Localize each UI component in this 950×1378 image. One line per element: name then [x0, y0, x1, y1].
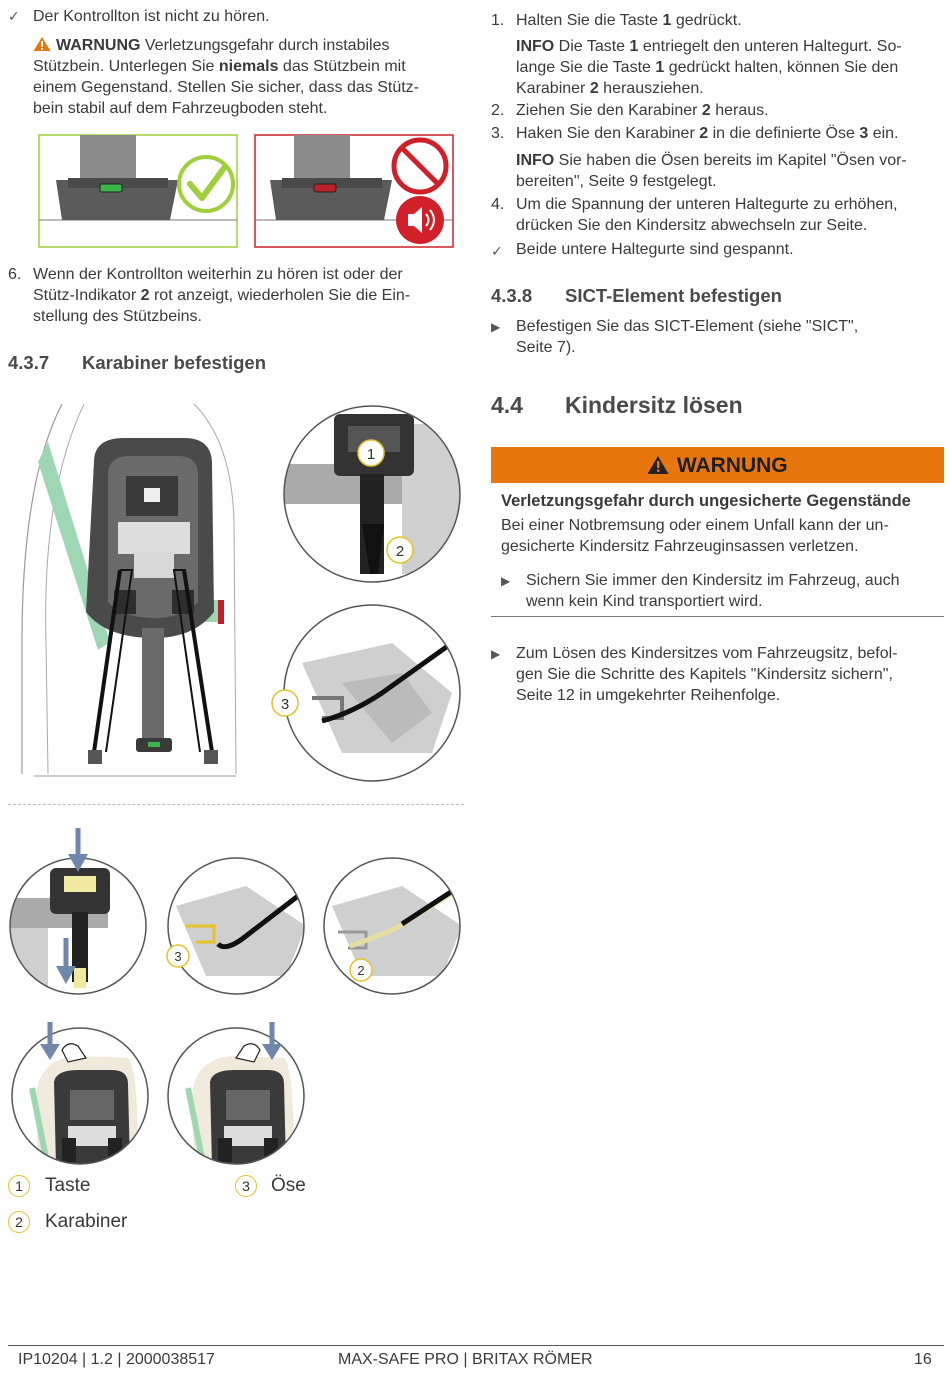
- callout-3: 3: [280, 696, 290, 713]
- legend-label-karabiner: Karabiner: [45, 1211, 128, 1232]
- release-step: ▶ Zum Lösen des Kindersitzes vom Fahrzeugsitz, befol- gen Sie die Schritte des Kapitels "Kindersitz sichern", Seite 12 in umgekehrter Reihenfolge.: [491, 645, 898, 704]
- callout-1: 1: [366, 446, 376, 463]
- warning-triangle-icon: [33, 36, 51, 52]
- seat-push-left-figure: [8, 1018, 154, 1168]
- triangle-bullet-icon: ▶: [501, 574, 511, 588]
- step-6: 6. Wenn der Kontrollton weiterhin zu hören ist oder der Stütz-Indikator 2 rot anzeigt, wiederholen Sie die Ein- stellung des Stützbeins.: [8, 266, 411, 325]
- section-heading-4-3-8: 4.3.8 SICT-Element befestigen: [491, 285, 782, 306]
- warning-triangle-icon: [647, 455, 669, 475]
- step-4: 4. Um die Spannung der unteren Haltegurte zu erhöhen, drücken Sie den Kindersitz abwechseln zur Seite.: [491, 196, 898, 234]
- anchor-detail-figure: [282, 603, 462, 783]
- sound-icon: [396, 196, 444, 244]
- legend-num-3: 3: [235, 1175, 257, 1197]
- callout-2: 2: [395, 543, 405, 560]
- child-seat-isofix-figure: [14, 402, 244, 782]
- step-2: 2. Ziehen Sie den Karabiner 2 heraus.: [491, 102, 769, 119]
- section-heading-4-4: 4.4 Kindersitz lösen: [491, 392, 743, 418]
- unhook-figure-1: [166, 856, 308, 998]
- support-leg-wrong-figure: [254, 134, 454, 248]
- dashed-divider: [8, 804, 464, 805]
- check-item-no-tone: ✓ Der Kontrollton ist nicht zu hören.: [8, 8, 270, 25]
- footer-product: MAX-SAFE PRO | BRITAX RÖMER: [338, 1351, 593, 1368]
- prohibition-icon: [394, 140, 446, 192]
- warning-box-bullet: ▶ Sichern Sie immer den Kindersitz im Fahrzeug, auch wenn kein Kind transportiert wird.: [501, 572, 900, 610]
- triangle-bullet-icon: ▶: [491, 320, 501, 334]
- legend-label-oese: Öse: [271, 1175, 306, 1196]
- triangle-bullet-icon: ▶: [491, 647, 501, 661]
- legend-num-2: 2: [8, 1211, 30, 1233]
- unhook-figure-2: [320, 856, 462, 998]
- release-button-figure: [8, 828, 150, 998]
- legend-label-taste: Taste: [45, 1175, 91, 1196]
- footer-page-number: 16: [914, 1351, 932, 1368]
- info-taste: INFO Die Taste 1 entriegelt den unteren Haltegurt. So- lange Sie die Taste 1 gedrückt halten, können Sie den Karabiner 2 herausziehen.: [516, 38, 902, 97]
- check-item-tensioned: ✓ Beide untere Haltegurte sind gespannt.: [491, 239, 941, 260]
- warning-box-body: Verletzungsgefahr durch ungesicherte Gegenstände Bei einer Notbremsung oder einem Unfall kann der un- gesicherte Kindersitz Fahrzeuginsassen verletzen.: [501, 492, 911, 555]
- seat-push-right-figure: [164, 1018, 310, 1168]
- button-detail-figure: [282, 404, 462, 584]
- callout-2: 2: [357, 963, 365, 978]
- step-3: 3. Haken Sie den Karabiner 2 in die definierte Öse 3 ein.: [491, 125, 899, 142]
- step-1: 1. Halten Sie die Taste 1 gedrückt.: [491, 12, 742, 29]
- footer-doc-id: IP10204 | 1.2 | 2000038517: [18, 1351, 215, 1368]
- section-heading-4-3-7: 4.3.7 Karabiner befestigen: [8, 352, 267, 373]
- info-oesen: INFO Sie haben die Ösen bereits im Kapitel "Ösen vor- bereiten", Seite 9 festgelegt.: [516, 152, 907, 190]
- support-leg-ok-figure: [38, 134, 238, 248]
- footer-rule: [8, 1345, 944, 1346]
- warning-box-header: WARNUNG: [491, 447, 944, 483]
- sict-step: ▶ Befestigen Sie das SICT-Element (siehe "SICT", Seite 7).: [491, 318, 859, 356]
- legend-num-1: 1: [8, 1175, 30, 1197]
- check-icon: ✓: [491, 243, 503, 259]
- warning-box-bottom-rule: [491, 616, 944, 617]
- warning-stuetzbein: WARNUNG Verletzungsgefahr durch instabiles Stützbein. Unterlegen Sie niemals das Stützbein mit einem Gegenstand. Stellen Sie sicher, dass das Stütz- bein stabil auf dem Fahrzeugboden steht.: [33, 37, 419, 117]
- callout-3: 3: [174, 949, 182, 964]
- check-icon: ✓: [8, 8, 20, 24]
